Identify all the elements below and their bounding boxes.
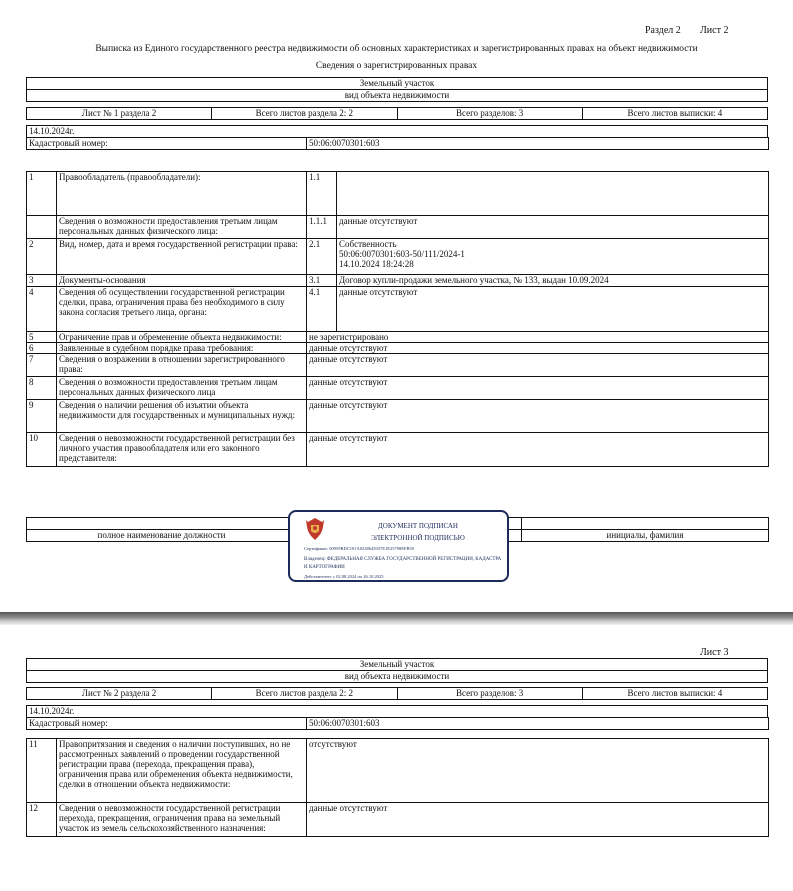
document-subtitle: Сведения о зарегистрированных правах — [315, 61, 478, 71]
row-label: Правопритязания и сведения о наличии поступивших, но не рассмотренных заявлений о проведении государственной регистрации права (перехода, прекращения права), ограничения права или обременения объекта недвижимости, сделки в отношении объекта недвижимости: — [57, 739, 307, 803]
stamp-owner: Владелец: ФЕДЕРАЛЬНАЯ СЛУЖБА ГОСУДАРСТВЕННОЙ РЕГИСТРАЦИИ, КАДАСТРА И КАРТОГРАФИИ — [304, 557, 502, 570]
section-number: Раздел 2 — [645, 25, 681, 36]
row-number: 11 — [27, 739, 57, 803]
row-label: Сведения о невозможности государственной регистрации без личного участия правообладателя или его законного представителя: — [57, 433, 307, 467]
table-row — [27, 172, 769, 216]
table-row — [27, 739, 769, 803]
table-row — [27, 239, 769, 275]
table-row — [27, 377, 769, 400]
object-type-block — [26, 77, 768, 102]
row-number: 9 — [27, 400, 57, 433]
row-value — [337, 172, 769, 216]
table-row — [27, 216, 769, 239]
document-title: Выписка из Единого государственного реестра недвижимости об основных характеристиках и зарегистрированных правах на объект недвижимости — [95, 44, 698, 54]
row-label: Сведения об осуществлении государственной регистрации сделки, права, ограничения права без необходимого в силу закона согласия третьего лица, органа: — [57, 287, 307, 332]
stamp-validity: Действителен: с 02.08.2024 по 26.10.2025 — [304, 574, 384, 579]
cadastral-label: Кадастровый номер: — [27, 718, 307, 730]
cadastral-label: Кадастровый номер: — [27, 138, 307, 150]
row-value: данные отсутствуют — [307, 343, 769, 354]
sheet-info-cell: Всего листов выписки: 4 — [582, 688, 767, 700]
sheet-info-cell: Всего листов выписки: 4 — [582, 108, 767, 120]
table-row — [27, 275, 769, 287]
row-value: данные отсутствуют — [337, 287, 769, 332]
row-subnumber: 1.1.1 — [307, 216, 337, 239]
row-value: данные отсутствуют — [307, 377, 769, 400]
row-value: Договор купли-продажи земельного участка, № 133, выдан 10.09.2024 — [337, 275, 769, 287]
position-line — [27, 518, 297, 530]
document-page-2 — [0, 625, 793, 891]
row-number: 1 — [27, 172, 57, 216]
object-type: Земельный участок — [27, 659, 768, 671]
sheet-info-cell: Всего листов раздела 2: 2 — [212, 688, 397, 700]
table-row — [27, 433, 769, 467]
row-label: Сведения о наличии решения об изъятии объекта недвижимости для государственных и муниципальных нужд: — [57, 400, 307, 433]
page-separator — [0, 612, 793, 625]
row-label: Сведения о невозможности государственной регистрации перехода, прекращения, ограничения права на земельный участок из земель сельскохозяйственного назначения: — [57, 803, 307, 837]
sheet-info-row — [26, 107, 768, 120]
row-label: Сведения о возражении в отношении зарегистрированного права: — [57, 354, 307, 377]
row-number: 7 — [27, 354, 57, 377]
row-value: данные отсутствуют — [307, 433, 769, 467]
cadastral-number: 50:06:0070301:603 — [307, 138, 769, 150]
sheet-info-cell: Лист № 1 раздела 2 — [27, 108, 212, 120]
row-number: 5 — [27, 332, 57, 343]
row-subnumber: 3.1 — [307, 275, 337, 287]
table-row — [27, 332, 769, 343]
stamp-subtitle: ЭЛЕКТРОННОЙ ПОДПИСЬЮ — [371, 534, 465, 542]
row-value: не зарегистрировано — [307, 332, 769, 343]
table-row — [27, 803, 769, 837]
object-kind-label: вид объекта недвижимости — [27, 671, 768, 683]
table-row — [27, 287, 769, 332]
object-type-block — [26, 658, 768, 683]
row-value: данные отсутствуют — [307, 400, 769, 433]
row-subnumber: 1.1 — [307, 172, 337, 216]
row-value: данные отсутствуют — [307, 354, 769, 377]
row-number: 6 — [27, 343, 57, 354]
row-label: Вид, номер, дата и время государственной регистрации права: — [57, 239, 307, 275]
object-type: Земельный участок — [27, 78, 768, 90]
sheet-info-cell: Лист № 2 раздела 2 — [27, 688, 212, 700]
table-row — [27, 343, 769, 354]
stamp-title: ДОКУМЕНТ ПОДПИСАН — [378, 522, 458, 530]
name-line — [522, 518, 769, 530]
coat-of-arms-icon — [302, 516, 328, 542]
sheet-number: Лист 2 — [700, 25, 729, 36]
rights-table — [26, 171, 769, 467]
row-value: данные отсутствуют — [307, 803, 769, 837]
sheet-info-row — [26, 687, 768, 700]
row-value: отсутствуют — [307, 739, 769, 803]
row-value: Собственность 50:06:0070301:603-50/111/2024-1 14.10.2024 18:24:28 — [337, 239, 769, 275]
position-caption: полное наименование должности — [27, 530, 297, 542]
row-label: Сведения о возможности предоставления третьим лицам персональных данных физического лица — [57, 377, 307, 400]
row-label: Ограничение прав и обременение объекта недвижимости: — [57, 332, 307, 343]
cadastral-number: 50:06:0070301:603 — [307, 718, 769, 730]
row-number: 12 — [27, 803, 57, 837]
extract-date: 14.10.2024г. — [27, 126, 768, 138]
sheet-info-cell: Всего разделов: 3 — [397, 108, 582, 120]
extract-date: 14.10.2024г. — [27, 706, 768, 718]
electronic-signature-stamp — [288, 510, 509, 582]
rights-table — [26, 738, 769, 837]
sheet-info-cell: Всего разделов: 3 — [397, 688, 582, 700]
stamp-certificate: Сертификат: 00959BDC181A0238645937E1E25798EFB50 — [304, 546, 415, 551]
row-subnumber: 4.1 — [307, 287, 337, 332]
row-number: 4 — [27, 287, 57, 332]
cadastral-row — [26, 717, 769, 730]
table-row — [27, 354, 769, 377]
row-subnumber: 2.1 — [307, 239, 337, 275]
row-number: 10 — [27, 433, 57, 467]
object-kind-label: вид объекта недвижимости — [27, 90, 768, 102]
name-caption: инициалы, фамилия — [522, 530, 769, 542]
row-number: 2 — [27, 239, 57, 275]
row-label: Документы-основания — [57, 275, 307, 287]
row-number: 3 — [27, 275, 57, 287]
cadastral-row — [26, 137, 769, 150]
row-label: Правообладатель (правообладатели): — [57, 172, 307, 216]
row-label: Заявленные в судебном порядке права требования: — [57, 343, 307, 354]
sheet-info-cell: Всего листов раздела 2: 2 — [212, 108, 397, 120]
row-label: Сведения о возможности предоставления третьим лицам персональных данных физического лица: — [57, 216, 307, 239]
row-number: 8 — [27, 377, 57, 400]
sheet-number: Лист 3 — [700, 647, 729, 658]
row-number — [27, 216, 57, 239]
table-row — [27, 400, 769, 433]
row-value: данные отсутствуют — [337, 216, 769, 239]
